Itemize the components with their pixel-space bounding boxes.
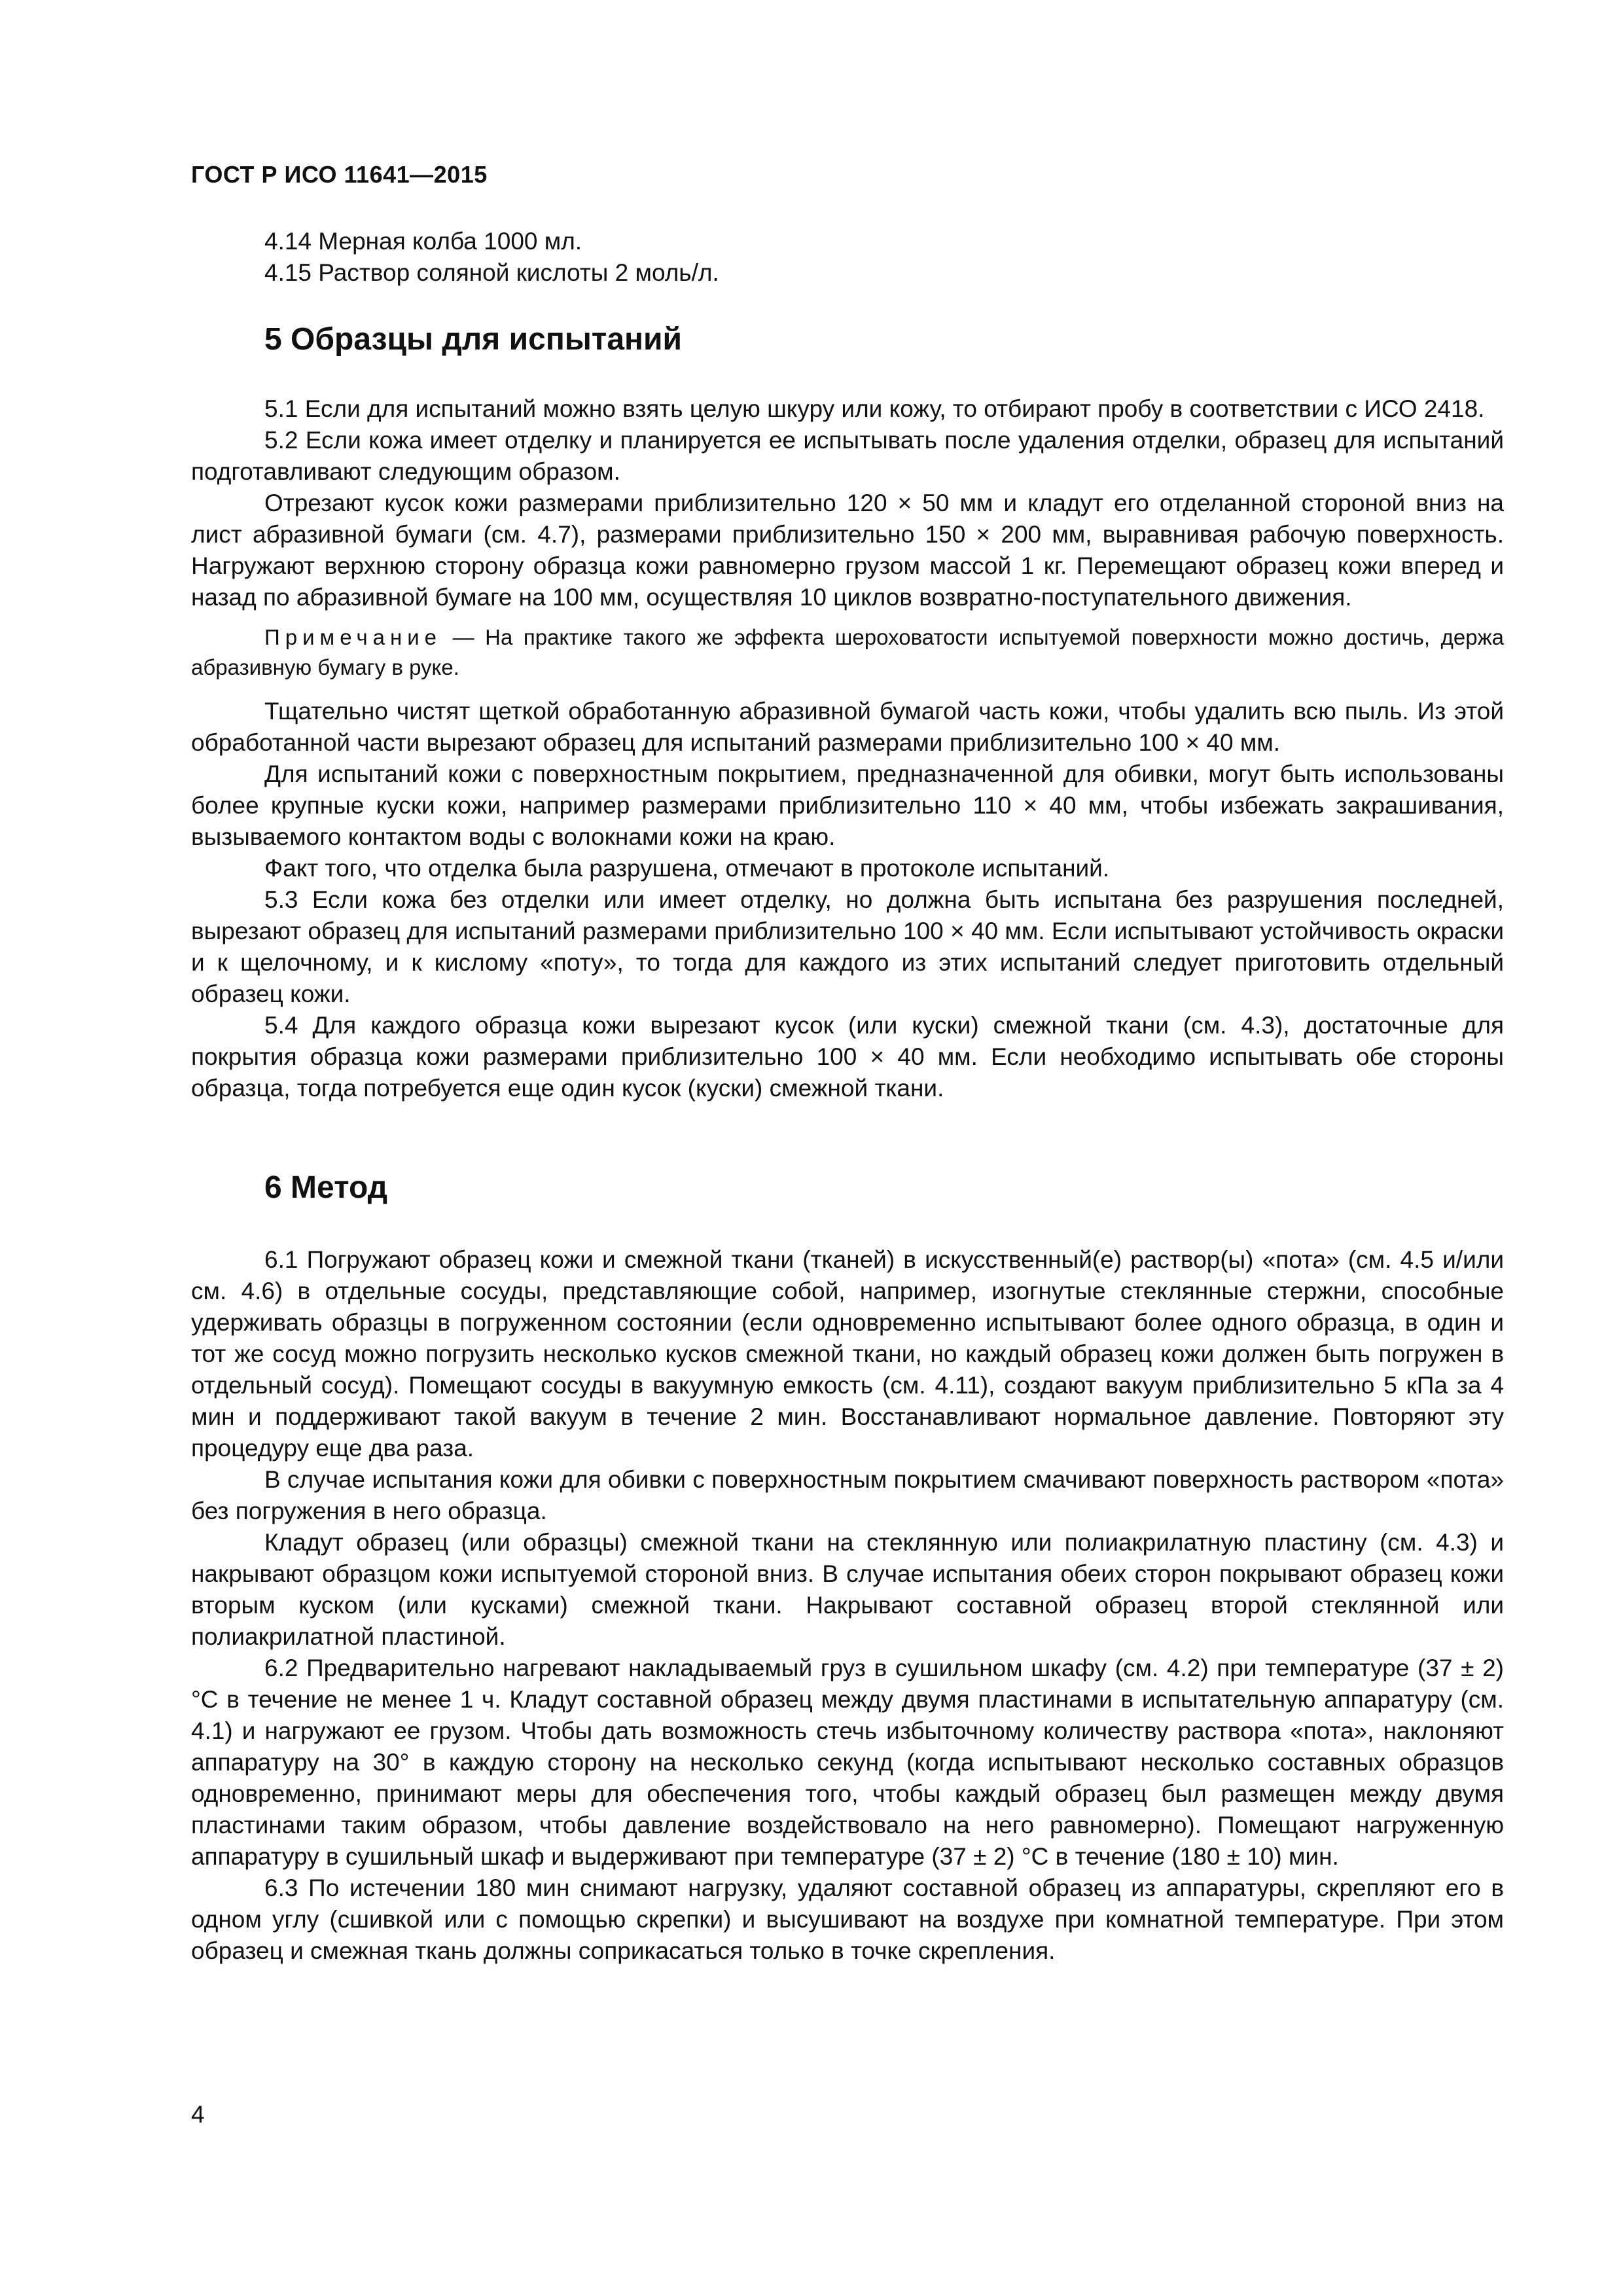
paragraph-6-1-assembly: Кладут образец (или образцы) смежной ткани на стеклянную или полиакрилатную пластину (см. 4.3) и накрывают образцом кожи испытуемой стороной вниз. В случае испытания обеих сторон покрывают образец кожи вторым куском (или кусками) смежной ткани. Накрывают составной образец второй стеклянной или полиакрилатной пластиной.	[191, 1529, 1504, 1650]
paragraph-5-3: 5.3 Если кожа без отделки или имеет отделку, но должна быть испытана без разрушения последней, вырезают образец для испытаний размерами приблизительно 100 × 40 мм. Если испытывают устойчивость окраски и к щелочному, и к кислому «поту», то тогда для каждого из этих испытаний следует приготовить отдельный образец кожи.	[191, 886, 1504, 1007]
page-body	[191, 226, 1504, 1967]
section-5-heading: 5 Образцы для испытаний	[264, 322, 683, 357]
note-label: Примечание	[264, 625, 442, 649]
paragraph-5-1: 5.1 Если для испытаний можно взять целую шкуру или кожу, то отбирают пробу в соответствии с ИСО 2418.	[264, 395, 1485, 422]
note-text: — На практике такого же эффекта шероховатости испытуемой поверхности можно достичь, держа абразивную бумагу в руке.	[191, 625, 1504, 679]
paragraph-6-3: 6.3 По истечении 180 мин снимают нагрузку, удаляют составной образец из аппаратуры, скрепляют его в одном углу (сшивкой или с помощью скрепки) и высушивают на воздухе при комнатной температуре. При этом образец и смежная ткань должны соприкасаться только в точке скрепления.	[191, 1874, 1504, 1964]
list-item-4-15: 4.15 Раствор соляной кислоты 2 моль/л.	[264, 259, 719, 286]
paragraph-6-1-upholstery: В случае испытания кожи для обивки с поверхностным покрытием смачивают поверхность раствором «пота» без погружения в него образца.	[191, 1466, 1504, 1524]
document-header: ГОСТ Р ИСО 11641—2015	[191, 161, 488, 188]
paragraph-5-2-cleaning: Тщательно чистят щеткой обработанную абразивной бумагой часть кожи, чтобы удалить всю пыль. Из этой обработанной части вырезают образец для испытаний размерами приблизительно 100 × 40 мм.	[191, 698, 1504, 756]
paragraph-6-1: 6.1 Погружают образец кожи и смежной ткани (тканей) в искусственный(е) раствор(ы) «пота» (см. 4.5 и/или см. 4.6) в отдельные сосуды, представляющие собой, например, изогнутые стеклянные стержни, способные удерживать образцы в погруженном состоянии (если одновременно испытывают более одного образца, в один и тот же сосуд можно погрузить несколько кусков смежной ткани, но каждый образец кожи должен быть погружен в отдельный сосуд). Помещают сосуды в вакуумную емкость (см. 4.11), создают вакуум приблизительно 5 кПа за 4 мин и поддерживают такой вакуум в течение 2 мин. Восстанавливают нормальное давление. Повторяют эту процедуру еще два раза.	[191, 1246, 1504, 1462]
paragraph-5-2: 5.2 Если кожа имеет отделку и планируется ее испытывать после удаления отделки, образец для испытаний подготавливают следующим образом.	[191, 427, 1504, 485]
paragraph-5-2-procedure: Отрезают кусок кожи размерами приблизительно 120 × 50 мм и кладут его отделанной стороной вниз на лист абразивной бумаги (см. 4.7), размерами приблизительно 150 × 200 мм, выравнивая рабочую поверхность. Нагружают верхнюю сторону образца кожи равномерно грузом массой 1 кг. Перемещают образец кожи вперед и назад по абразивной бумаге на 100 мм, осуществляя 10 циклов возвратно-поступательного движения.	[191, 490, 1504, 611]
paragraph-5-2-report: Факт того, что отделка была разрушена, отмечают в протоколе испытаний.	[264, 855, 1110, 882]
note	[191, 622, 1504, 683]
section-6-heading: 6 Метод	[264, 1170, 388, 1205]
paragraph-5-2-upholstery: Для испытаний кожи с поверхностным покрытием, предназначенной для обивки, могут быть использованы более крупные куски кожи, например размерами приблизительно 110 × 40 мм, чтобы избежать закрашивания, вызываемого контактом воды с волокнами кожи на краю.	[191, 761, 1504, 850]
list-item-4-14: 4.14 Мерная колба 1000 мл.	[264, 228, 582, 255]
paragraph-5-4: 5.4 Для каждого образца кожи вырезают кусок (или куски) смежной ткани (см. 4.3), достаточные для покрытия образца кожи размерами приблизительно 100 × 40 мм. Если необходимо испытывать обе стороны образца, тогда потребуется еще один кусок (куски) смежной ткани.	[191, 1012, 1504, 1102]
paragraph-6-2: 6.2 Предварительно нагревают накладываемый груз в сушильном шкафу (см. 4.2) при температуре (37 ± 2) °С в течение не менее 1 ч. Кладут составной образец между двумя пластинами в испытательную аппаратуру (см. 4.1) и нагружают ее грузом. Чтобы дать возможность стечь избыточному количеству раствора «пота», наклоняют аппаратуру на 30° в каждую сторону на несколько секунд (когда испытывают несколько составных образцов одновременно, принимают меры для обеспечения того, чтобы каждый образец был размещен между двумя пластинами таким образом, чтобы давление воздействовало на него равномерно). Помещают нагруженную аппаратуру в сушильный шкаф и выдерживают при температуре (37 ± 2) °С в течение (180 ± 10) мин.	[191, 1655, 1504, 1870]
page-number: 4	[191, 2101, 205, 2128]
